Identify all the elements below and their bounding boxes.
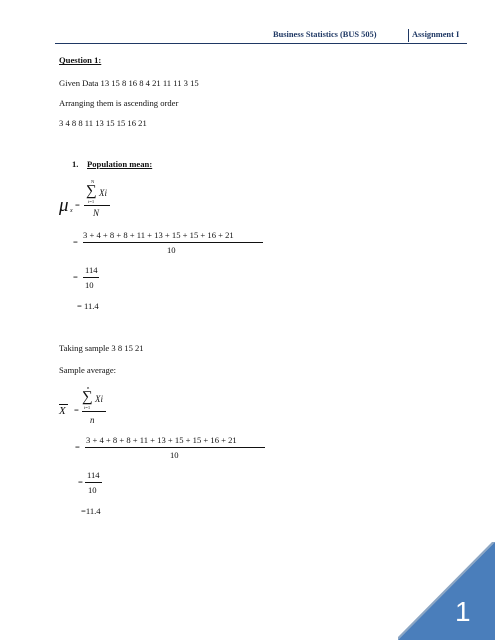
sam-denominator: n xyxy=(90,415,95,425)
arranging-text: Arranging them is ascending order xyxy=(59,98,179,108)
pop-sigma-top: N xyxy=(91,179,95,184)
pop-sigma-icon: ∑ xyxy=(86,183,97,199)
given-data: Given Data 13 15 8 16 8 4 21 11 11 3 15 xyxy=(59,78,199,88)
population-heading: Population mean: xyxy=(87,159,153,169)
sam-eq-2: = xyxy=(75,442,80,452)
header-rule xyxy=(55,43,467,44)
pop-sum-den: 10 xyxy=(167,245,176,255)
pop-total-den: 10 xyxy=(85,280,94,290)
sam-sum-den: 10 xyxy=(170,450,179,460)
pop-frac-bar-1 xyxy=(84,205,110,206)
pop-sum-expr: 3 + 4 + 8 + 8 + 11 + 13 + 15 + 15 + 16 + 21 xyxy=(83,230,234,240)
xbar-symbol: X xyxy=(59,405,66,417)
sam-total-den: 10 xyxy=(88,485,97,495)
sam-sum-expr: 3 + 4 + 8 + 8 + 11 + 13 + 15 + 15 + 16 + 21 xyxy=(86,435,237,445)
sample-taking: Taking sample 3 8 15 21 xyxy=(59,343,144,353)
mu-subscript: x xyxy=(70,208,73,214)
header-divider xyxy=(408,29,409,42)
sam-sigma-icon: ∑ xyxy=(82,389,93,405)
sam-frac-bar-3 xyxy=(85,482,102,483)
sorted-data: 3 4 8 8 11 13 15 15 16 21 xyxy=(59,118,147,128)
pop-frac-bar-3 xyxy=(83,277,99,278)
page-corner-graphic xyxy=(398,542,495,640)
pop-result: = 11.4 xyxy=(77,301,99,311)
page-number: 1 xyxy=(455,596,471,627)
pop-eq-1: = xyxy=(75,200,80,210)
sam-eq-1: = xyxy=(74,405,79,415)
sam-frac-bar-1 xyxy=(82,411,106,412)
sam-eq-3: = xyxy=(78,477,83,487)
sam-result: =11.4 xyxy=(81,506,101,516)
pop-denominator: N xyxy=(93,208,100,218)
question-title: Question 1: xyxy=(59,55,102,65)
mu-symbol: μ xyxy=(59,195,69,216)
header-course: Business Statistics (BUS 505) xyxy=(273,30,377,39)
sam-xi: Xi xyxy=(95,394,103,404)
pop-total: 114 xyxy=(85,265,98,275)
sam-sigma-bottom: i=1 xyxy=(84,405,91,410)
pop-eq-2: = xyxy=(73,237,78,247)
sam-sigma-top: n xyxy=(87,385,90,390)
pop-frac-bar-2 xyxy=(83,242,263,243)
population-heading-number: 1. xyxy=(72,159,79,169)
pop-xi: Xi xyxy=(99,188,107,198)
pop-eq-3: = xyxy=(73,272,78,282)
sam-total: 114 xyxy=(87,470,100,480)
header-assignment: Assignment I xyxy=(412,30,460,39)
sam-frac-bar-2 xyxy=(85,447,265,448)
sample-label: Sample average: xyxy=(59,365,117,375)
pop-sigma-bottom: i=1 xyxy=(88,199,95,204)
